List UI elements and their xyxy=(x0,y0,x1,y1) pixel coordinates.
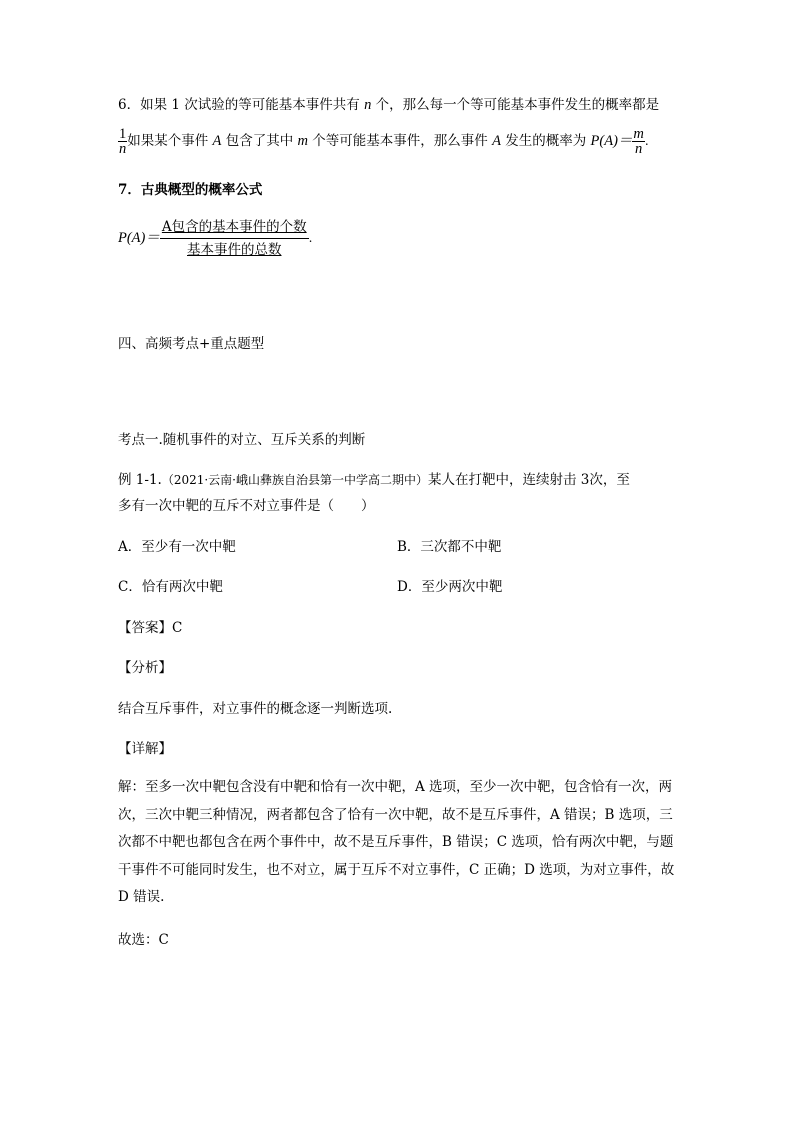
option-c: C．恰有两次中靶 xyxy=(118,579,223,595)
option-d: D．至少两次中靶 xyxy=(397,579,503,595)
item6-line1: 6．如果 1 次试验的等可能基本事件共有 n 个，那么每一个等可能基本事件发生的概率都是 xyxy=(118,97,660,113)
conclusion-text: 故选：C xyxy=(118,932,169,948)
answer-label: 【答案】C xyxy=(118,620,183,636)
classical-probability-formula: P(A)＝ $\frac{\text{A包含的基本事件的个数}}{\text{基本事件的总数}}$ . xyxy=(118,219,313,258)
analysis-label: 【分析】 xyxy=(118,660,172,676)
section-title: 四、高频考点+重点题型 xyxy=(118,336,265,352)
formula-fraction: $\frac{\text{A包含的基本事件的个数}}{\text{基本事件的总数}}$ xyxy=(161,219,307,258)
detail-label: 【详解】 xyxy=(118,741,172,757)
example-stem-line2: 多有一次中靶的互斥不对立事件是（ ） xyxy=(118,498,375,514)
analysis-text: 结合互斥事件，对立事件的概念逐一判断选项. xyxy=(118,701,393,717)
topic-title: 考点一.随机事件的对立、互斥关系的判断 xyxy=(118,432,366,448)
item6-line2: $\frac{1}{n}$ 如果某个事件 A 包含了其中 m 个等可能基本事件，那么事件 A 发生的概率为 P(A)＝ $\frac{m}{n}$ . xyxy=(119,126,649,157)
item7-title: 7．古典概型的概率公式 xyxy=(118,182,263,198)
fraction-m-over-n: $\frac{m}{n}$ xyxy=(633,126,644,157)
detail-text: 解：至多一次中靶包含没有中靶和恰有一次中靶，A 选项，至少一次中靶，包含恰有一次，两次，三次中靶三种情况，两者都包含了恰有一次中靶，故不是互斥事件，A 错误；B 选项，三次都不中靶也都包含在两个事件中，故不是互斥事件，B 错误；C 选项，恰有两次中靶，与题干事件不可能同时发生，也不对立，属于互斥不对立事件，C 正确；D 选项，为对立事件，故 D 错误. xyxy=(118,779,675,905)
example-stem-line1: 例 1-1.（2021·云南·峨山彝族自治县第一中学高二期中）某人在打靶中，连续射击 3次，至 xyxy=(118,472,630,488)
fraction-1-over-n: $\frac{1}{n}$ xyxy=(119,126,127,157)
option-a: A．至少有一次中靶 xyxy=(118,539,236,555)
option-b: B．三次都不中靶 xyxy=(397,539,502,555)
